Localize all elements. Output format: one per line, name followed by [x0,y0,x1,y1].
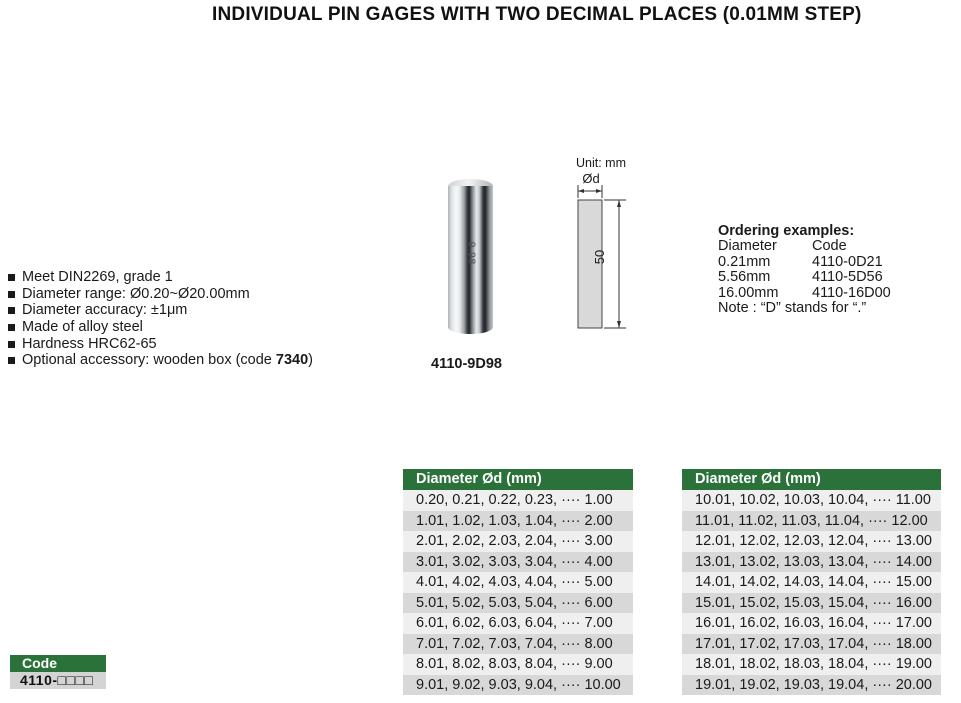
ordering-diameter: 0.21mm [718,253,771,270]
square-bullet-icon [8,307,15,314]
accessory-code: 7340 [275,352,309,369]
ordering-row [718,255,891,270]
diameter-table-left [403,469,633,695]
ordering-code: 4110-0D21 [812,253,883,270]
feature-item [8,336,313,353]
diameter-dim-label: Ød [582,171,600,186]
feature-text: Hardness HRC62-65 [22,335,157,352]
table-row: 15.01, 15.02, 15.03, 15.04, ···· 16.00 [682,593,941,614]
table-row: 13.01, 13.02, 13.03, 13.04, ···· 14.00 [682,552,941,573]
feature-text: Optional accessory: wooden box (code 7340) [22,352,314,369]
ordering-code: 4110-5D56 [812,269,883,286]
table-row: 17.01, 17.02, 17.03, 17.04, ···· 18.00 [682,634,941,655]
table-row: 12.01, 12.02, 12.03, 12.04, ···· 13.00 [682,531,941,552]
table-row: 1.01, 1.02, 1.03, 1.04, ···· 2.00 [403,511,633,532]
table-row: 14.01, 14.02, 14.03, 14.04, ···· 15.00 [682,572,941,593]
table-row: 18.01, 18.02, 18.03, 18.04, ···· 19.00 [682,654,941,675]
diameter-table-right [682,469,941,695]
feature-item [8,269,313,286]
ordering-col-code: Code [812,238,847,255]
table-header: Diameter Ød (mm) [403,469,633,490]
table-row: 8.01, 8.02, 8.03, 8.04, ···· 9.00 [403,654,633,675]
table-header: Diameter Ød (mm) [682,469,941,490]
ordering-columns [718,239,891,254]
table-row: 0.20, 0.21, 0.22, 0.23, ···· 1.00 [403,490,633,511]
ordering-note: Note : “D” stands for “.” [718,300,867,317]
table-row: 3.01, 3.02, 3.03, 3.04, ···· 4.00 [403,552,633,573]
table-row: 2.01, 2.02, 2.03, 2.04, ···· 3.00 [403,531,633,552]
ordering-row [718,270,891,285]
feature-item [8,302,313,319]
square-bullet-icon [8,324,15,331]
product-code-label: 4110-9D98 [431,356,502,372]
table-row: 6.01, 6.02, 6.03, 6.04, ···· 7.00 [403,613,633,634]
feature-list [8,269,313,369]
ordering-diameter: 5.56mm [718,269,771,286]
table-row: 19.01, 19.02, 19.03, 19.04, ···· 20.00 [682,675,941,696]
table-row: 10.01, 10.02, 10.03, 10.04, ···· 11.00 [682,490,941,511]
table-row: 11.01, 11.02, 11.03, 11.04, ···· 12.00 [682,511,941,532]
table-row: 4.01, 4.02, 4.03, 4.04, ···· 5.00 [403,572,633,593]
ordering-diameter: 16.00mm [718,284,779,301]
table-row: 16.01, 16.02, 16.03, 16.04, ···· 17.00 [682,613,941,634]
table-row: 9.01, 9.02, 9.03, 9.04, ···· 10.00 [403,675,633,696]
feature-text: Diameter accuracy: ±1μm [22,302,188,319]
feature-text: Made of alloy steel [22,319,143,336]
code-box-value: 4110-□□□□ [10,672,106,689]
length-dim-label: 50 [592,249,607,265]
ordering-heading: Ordering examples: [718,223,855,239]
ordering-examples [718,224,891,316]
unit-label: Unit: mm [576,156,626,170]
feature-item [8,286,313,303]
feature-text: Meet DIN2269, grade 1 [22,269,173,285]
feature-text: Diameter range: Ø0.20~Ø20.00mm [22,285,250,302]
feature-item [8,319,313,336]
feature-item [8,352,313,369]
pin-marking-text: 9.98 [465,241,477,266]
table-row: 7.01, 7.02, 7.03, 7.04, ···· 8.00 [403,634,633,655]
ordering-col-diameter: Diameter [718,238,777,255]
table-row: 5.01, 5.02, 5.03, 5.04, ···· 6.00 [403,593,633,614]
code-box [10,655,106,689]
square-bullet-icon [8,274,15,281]
ordering-code: 4110-16D00 [812,284,891,301]
square-bullet-icon [8,357,15,364]
square-bullet-icon [8,341,15,348]
page-title: INDIVIDUAL PIN GAGES WITH TWO DECIMAL PLACES (0.01MM STEP) [212,4,862,25]
code-box-header: Code [10,655,106,672]
ordering-row [718,286,891,301]
square-bullet-icon [8,291,15,298]
